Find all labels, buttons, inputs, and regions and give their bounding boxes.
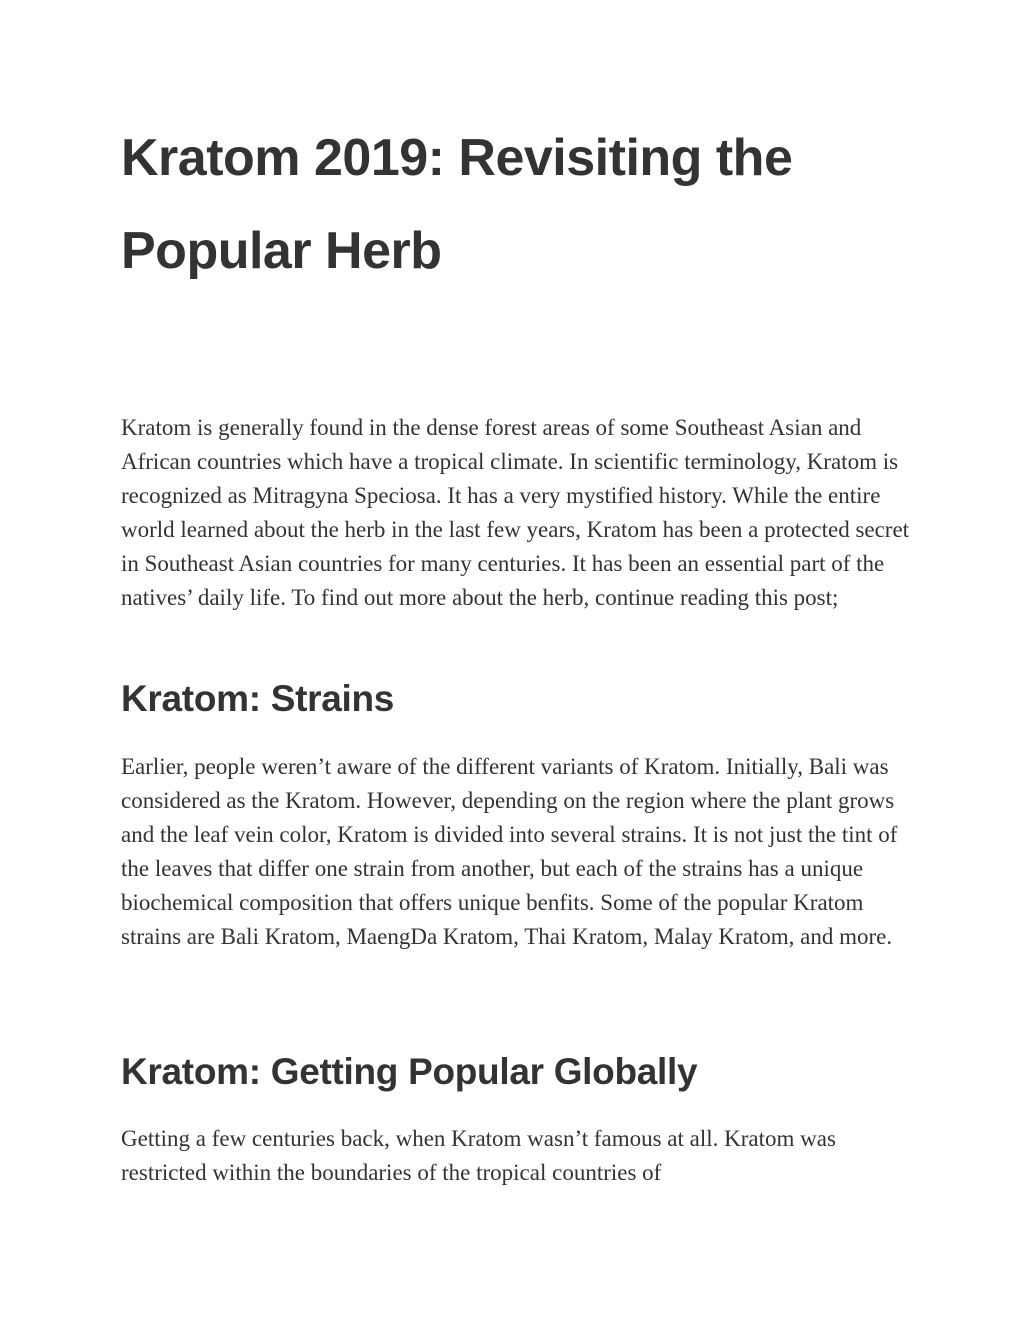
section-heading-popular-globally: Kratom: Getting Popular Globally (121, 1051, 698, 1092)
document-title: Kratom 2019: Revisiting the Popular Herb (121, 129, 793, 280)
section-body-popular-globally: Getting a few centuries back, when Kratom wasn’t famous at all. Kratom was restricted within the boundaries of the tropical countries of (121, 1126, 836, 1185)
section-heading-strains: Kratom: Strains (121, 678, 395, 719)
intro-paragraph: Kratom is generally found in the dense forest areas of some Southeast Asian and African countries which have a tropical climate. In scientific terminology, Kratom is recognized as Mitragyna Speciosa. It has a very mystified history. While the entire world learned about the herb in the last few years, Kratom has been a protected secret in Southeast Asian countries for many centuries. It has been an essential part of the natives’ daily life. To find out more about the herb, continue reading this post; (121, 415, 910, 610)
section-body-strains: Earlier, people weren’t aware of the different variants of Kratom. Initially, Bali was considered as the Kratom. However, depending on the region where the plant grows and the leaf vein color, Kratom is divided into several strains. It is not just the tint of the leaves that differ one strain from another, but each of the strains has a unique biochemical composition that offers unique benfits. Some of the popular Kratom strains are Bali Kratom, MaengDa Kratom, Thai Kratom, Malay Kratom, and more. (121, 754, 898, 949)
